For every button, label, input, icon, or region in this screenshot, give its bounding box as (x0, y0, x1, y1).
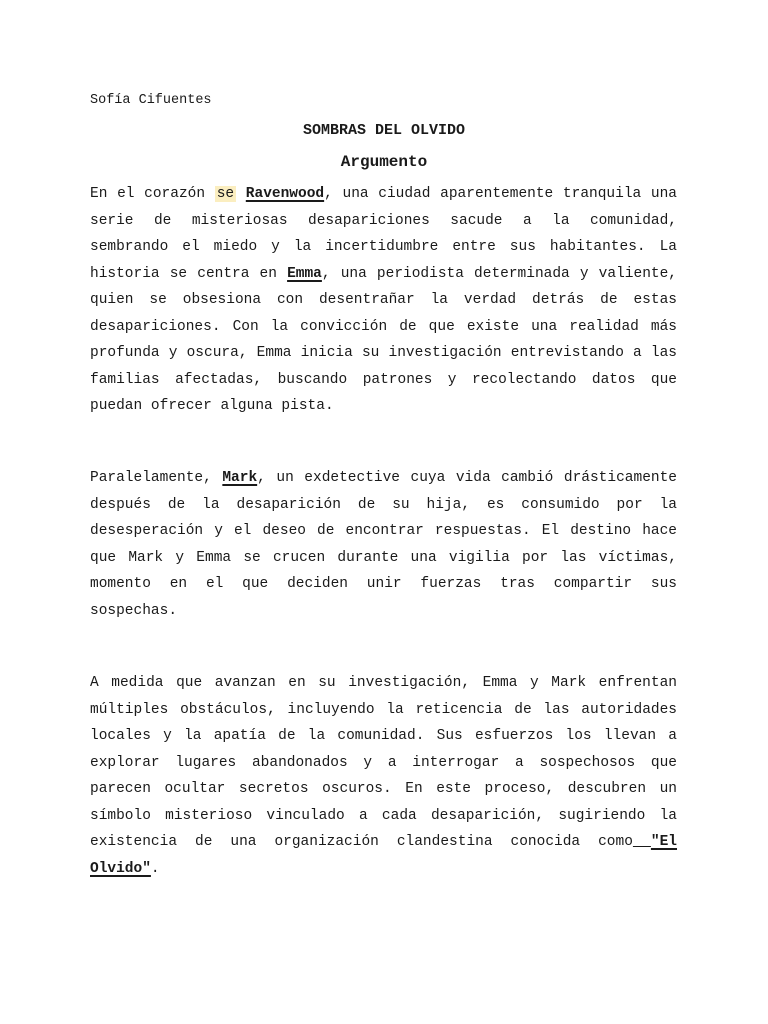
p1-text-c: , una ciudad aparentemente tranquila una serie de misteriosas desapariciones sacude a la comunidad, sembrando el miedo y la incertidumbre entre sus habitantes. La historia se centra en (90, 186, 677, 282)
p1-text-b (236, 186, 246, 202)
document-subtitle: Argumento (340, 153, 428, 171)
p3-end: . (150, 860, 160, 877)
document-title: SOMBRAS DEL OLVIDO (302, 122, 466, 139)
p3-gap (633, 834, 651, 850)
name-el-olvido: "El Olvido" (90, 834, 678, 877)
name-emma: Emma (287, 265, 322, 282)
paragraph-2 (90, 465, 677, 624)
p2-text-b: , un exdetective cuya vida cambió drásticamente después de la desaparición de su hija, es consumido por la desesperación y el deseo de encontrar respuestas. El destino hace que Mark y Emma se crucen durante una vigilia por las víctimas, momento en el que deciden unir fuerzas tras compartir sus sospechas. (90, 470, 677, 619)
name-ravenwood: Ravenwood (245, 186, 325, 202)
p1-text-d: , una periodista determinada y valiente, quien se obsesiona con desentrañar la verdad detrás de estas desapariciones. Con la convicción de que existe una realidad más profunda y oscura, Emma inicia su investigación entrevistando a las familias afectadas, buscando patrones y recolectando datos que puedan ofrecer alguna pista. (90, 265, 677, 414)
p1-text-a: En el corazón (90, 186, 215, 202)
name-mark: Mark (222, 470, 258, 486)
p2-text-a: Paralelamente, (90, 470, 223, 486)
paragraph-3 (90, 670, 677, 882)
paragraph-1 (90, 181, 677, 420)
author-name: Sofía Cifuentes (90, 93, 212, 108)
highlighted-word: se (216, 186, 235, 202)
p3-text-a: A medida que avanzan en su investigación, Emma y Mark enfrentan múltiples obstáculos, incluyendo la reticencia de las autoridades locales y la apatía de la comunidad. Sus esfuerzos los llevan a explorar lugares abandonados y a interrogar a sospechosos que parecen ocultar secretos oscuros. En este proceso, descubren un símbolo misterioso vinculado a cada desaparición, sugiriendo la existencia de una organización clandestina conocida como (90, 675, 677, 850)
